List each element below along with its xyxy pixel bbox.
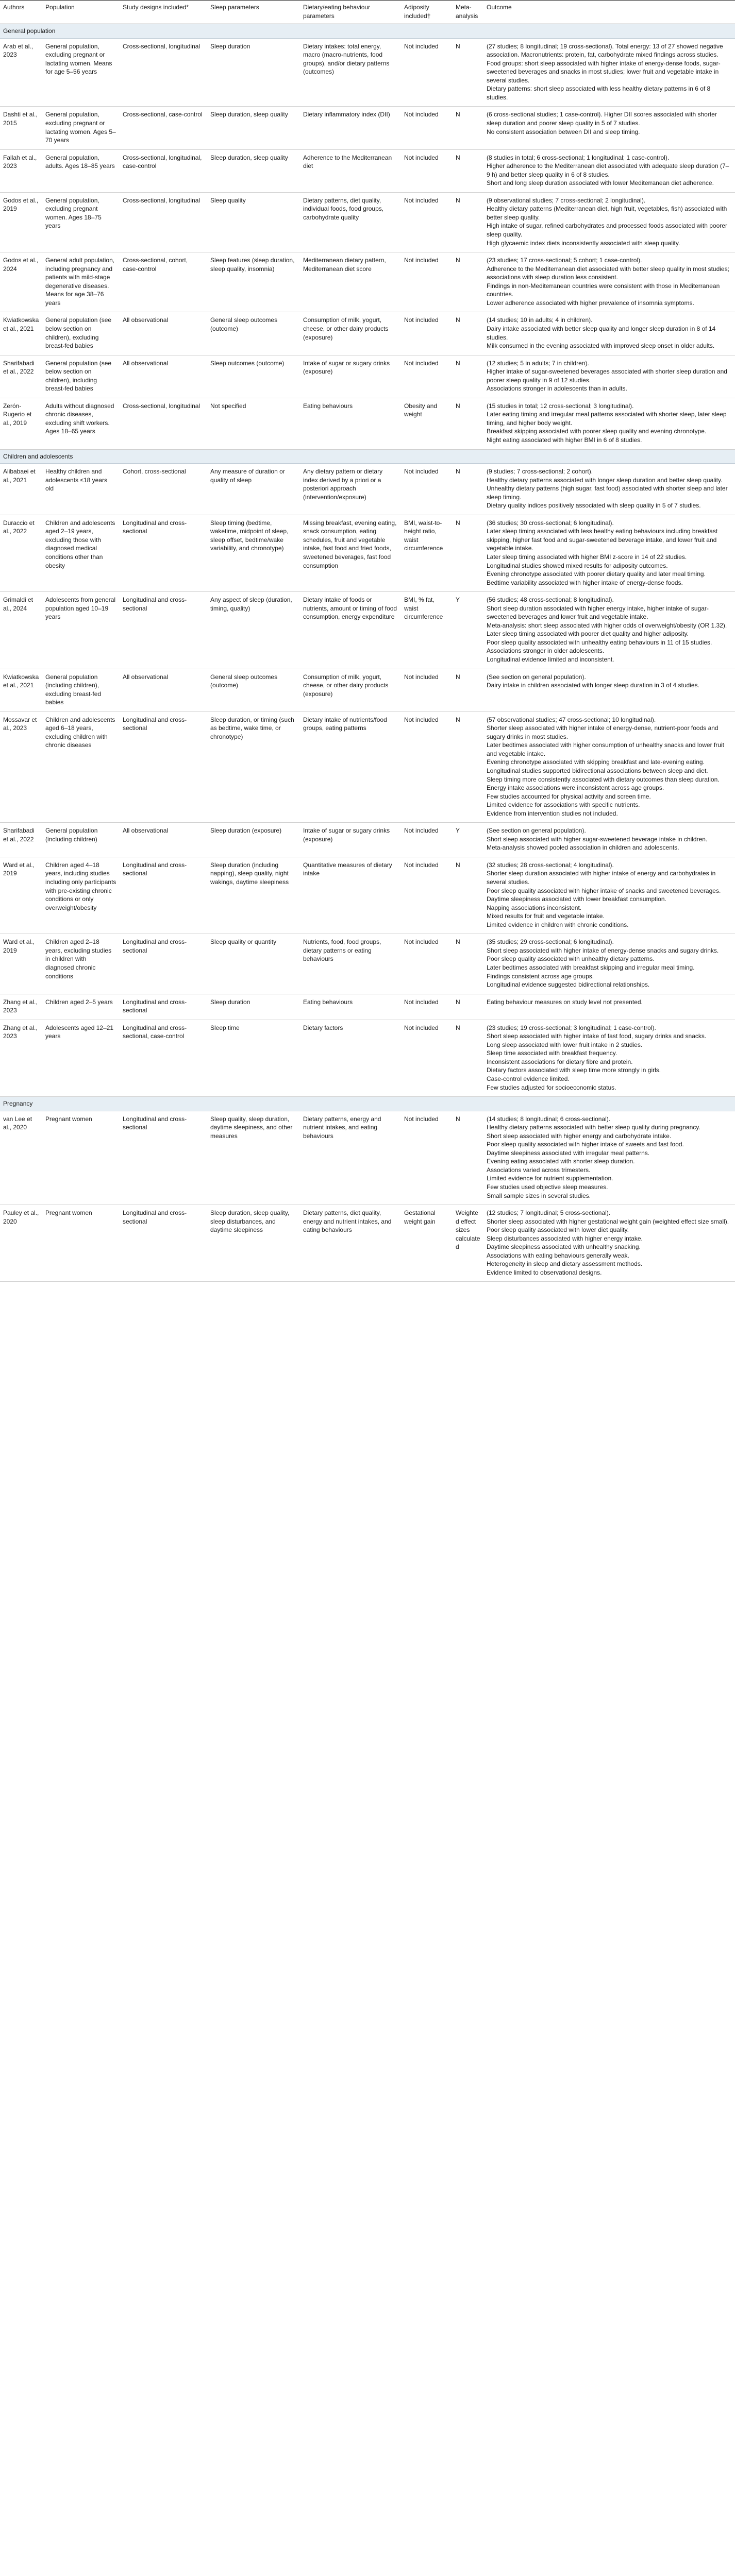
outcome-line: Few studies adjusted for socioeconomic status. [487, 1083, 616, 1091]
outcome-line: Poor sleep quality associated with higher intake of snacks and sweetened beverages. [487, 887, 721, 894]
cell-meta: N [453, 149, 483, 192]
outcome-line: (32 studies; 28 cross-sectional; 4 longitudinal). [487, 861, 614, 869]
cell-diet: Dietary factors [300, 1020, 401, 1096]
cell-outcome [483, 669, 735, 711]
cell-meta: Weighted effect sizes calculated [453, 1205, 483, 1282]
cell-sleep: Sleep duration [207, 994, 300, 1020]
cell-design: Longitudinal and cross-sectional [120, 994, 207, 1020]
cell-authors: Mossavar et al., 2023 [0, 711, 42, 823]
outcome-line: Poor sleep quality associated with lower diet quality. [487, 1226, 629, 1234]
cell-diet: Adherence to the Mediterranean diet [300, 149, 401, 192]
outcome-line: Poor sleep quality associated with unhealthy dietary patterns. [487, 955, 655, 963]
cell-authors: Arab et al., 2023 [0, 38, 42, 107]
cell-sleep: Sleep quality or quantity [207, 934, 300, 994]
cell-outcome [483, 355, 735, 398]
section-title: General population [0, 24, 735, 39]
cell-meta: N [453, 398, 483, 449]
cell-diet: Eating behaviours [300, 398, 401, 449]
outcome-line: Limited evidence in children with chronic conditions. [487, 921, 629, 928]
cell-population: Children aged 2–5 years [42, 994, 120, 1020]
outcome-line: Short sleep associated with higher intake of fast food, sugary drinks and snacks. [487, 1032, 707, 1040]
table-row [0, 149, 735, 192]
outcome-line: Shorter sleep associated with higher gestational weight gain (weighted effect size small). [487, 1217, 729, 1225]
outcome-line: Longitudinal studies supported bidirectional associations between sleep and diet. [487, 767, 708, 775]
outcome-line: Bedtime variability associated with higher intake of energy-dense foods. [487, 579, 683, 586]
cell-diet: Dietary intake of nutrients/food groups, eating patterns [300, 711, 401, 823]
outcome-line: (27 studies; 8 longitudinal; 19 cross-sectional). Total energy: 13 of 27 showed negative association. Macronutrients: protein, fat, carbohydrate mixed findings across studies. [487, 42, 723, 59]
outcome-line: Longitudinal evidence limited and inconsistent. [487, 656, 614, 663]
table-row [0, 823, 735, 857]
outcome-line: Lower adherence associated with higher prevalence of insomnia symptoms. [487, 299, 694, 307]
section-title: Pregnancy [0, 1097, 735, 1111]
cell-authors: Zhang et al., 2023 [0, 994, 42, 1020]
outcome-line: Small sample sizes in several studies. [487, 1192, 591, 1199]
cell-outcome [483, 312, 735, 355]
cell-design: Cross-sectional, longitudinal [120, 192, 207, 252]
cell-population: Pregnant women [42, 1111, 120, 1205]
cell-population: Children and adolescents aged 6–18 years, excluding children with chronic diseases [42, 711, 120, 823]
cell-design: Longitudinal and cross-sectional [120, 857, 207, 934]
cell-sleep: Sleep duration (including napping), sleep quality, night wakings, daytime sleepiness [207, 857, 300, 934]
cell-outcome [483, 711, 735, 823]
cell-meta: N [453, 994, 483, 1020]
outcome-line: Later sleep timing associated with poorer diet quality and higher adiposity. [487, 630, 689, 638]
outcome-line: Healthy dietary patterns associated with longer sleep duration and better sleep quality. [487, 476, 723, 484]
cell-diet: Dietary intakes: total energy, macro (macro-nutrients, food groups), and/or dietary patterns (outcomes) [300, 38, 401, 107]
outcome-line: Unhealthy dietary patterns (high sugar, fast food) associated with shorter sleep and later sleep timing. [487, 485, 728, 501]
cell-population: General population, excluding pregnant women. Ages 18–75 years [42, 192, 120, 252]
cell-design: Cohort, cross-sectional [120, 464, 207, 515]
cell-sleep: Sleep features (sleep duration, sleep quality, insomnia) [207, 252, 300, 312]
outcome-line: Mixed results for fruit and vegetable intake. [487, 912, 605, 920]
outcome-line: Evidence limited to observational designs. [487, 1268, 602, 1276]
outcome-line: Healthy dietary patterns (Mediterranean diet, high fruit, vegetables, fish) associated with better sleep quality. [487, 205, 727, 221]
cell-meta: N [453, 464, 483, 515]
cell-diet: Dietary patterns, diet quality, individual foods, food groups, carbohydrate quality [300, 192, 401, 252]
outcome-line: Dairy intake in children associated with longer sleep duration in 3 of 4 studies. [487, 682, 699, 689]
cell-adiposity: Not included [401, 464, 453, 515]
outcome-line: (57 observational studies; 47 cross-sectional; 10 longitudinal). [487, 716, 656, 723]
outcome-line: Dietary patterns: short sleep associated with less healthy dietary patterns in 6 of 8 studies. [487, 85, 711, 101]
cell-meta: N [453, 1020, 483, 1096]
section-row [0, 449, 735, 464]
cell-diet: Dietary patterns, diet quality, energy and nutrient intakes, and eating behaviours [300, 1205, 401, 1282]
outcome-line: Dairy intake associated with better sleep quality and longer sleep duration in 8 of 14 studies. [487, 325, 716, 341]
cell-meta: Y [453, 592, 483, 669]
table-row [0, 464, 735, 515]
cell-design: Longitudinal and cross-sectional [120, 934, 207, 994]
cell-adiposity: BMI, % fat, waist circumference [401, 592, 453, 669]
cell-sleep: Sleep timing (bedtime, waketime, midpoint of sleep, sleep offset, bedtime/wake variability, and chronotype) [207, 515, 300, 591]
table-row [0, 669, 735, 711]
cell-population: Children and adolescents aged 2–19 years, excluding those with diagnosed medical conditions other than obesity [42, 515, 120, 591]
table-row [0, 592, 735, 669]
outcome-line: Night eating associated with higher BMI in 6 of 8 studies. [487, 436, 642, 444]
cell-population: General population, excluding pregnant or lactating women. Ages 5–70 years [42, 107, 120, 149]
outcome-line: Poor sleep quality associated with higher intake of sweets and fast food. [487, 1141, 684, 1148]
outcome-line: Napping associations inconsistent. [487, 904, 582, 911]
table-row [0, 355, 735, 398]
cell-outcome [483, 1020, 735, 1096]
cell-outcome [483, 38, 735, 107]
cell-sleep: Sleep outcomes (outcome) [207, 355, 300, 398]
outcome-line: Shorter sleep duration associated with higher intake of energy and carbohydrates in several studies. [487, 870, 716, 886]
cell-authors: Kwiatkowska et al., 2021 [0, 669, 42, 711]
table-row [0, 252, 735, 312]
cell-design: All observational [120, 669, 207, 711]
cell-authors: Kwiatkowska et al., 2021 [0, 312, 42, 355]
outcome-line: Associations stronger in older adolescents. [487, 647, 605, 655]
outcome-line: High intake of sugar, refined carbohydrates and processed foods associated with poorer sleep quality. [487, 222, 727, 239]
cell-authors: Ward et al., 2019 [0, 857, 42, 934]
cell-outcome [483, 857, 735, 934]
table-row [0, 515, 735, 591]
outcome-line: (6 cross-sectional studies; 1 case-control). Higher DII scores associated with shorter sleep duration and poorer sleep quality in 5 of 7 studies. [487, 111, 717, 127]
outcome-line: Short sleep associated with higher sugar-sweetened beverage intake in children. [487, 835, 708, 843]
outcome-line: Longitudinal studies showed mixed results for adiposity outcomes. [487, 562, 668, 569]
cell-outcome [483, 1111, 735, 1205]
cell-adiposity: Obesity and weight [401, 398, 453, 449]
cell-sleep: Sleep duration [207, 38, 300, 107]
outcome-line: Poor sleep quality associated with unhealthy eating behaviours in 11 of 15 studies. [487, 638, 712, 646]
evidence-table [0, 0, 735, 1282]
outcome-line: Later sleep timing associated with less healthy eating behaviours including breakfast skipping, higher fast food and sugar-sweetened beverage intake, and lower fruit and vegetable intake. [487, 528, 718, 552]
cell-meta: N [453, 355, 483, 398]
cell-design: Cross-sectional, longitudinal [120, 398, 207, 449]
outcome-line: No consistent association between DII and sleep timing. [487, 128, 640, 135]
cell-outcome [483, 398, 735, 449]
cell-diet: Intake of sugar or sugary drinks (exposure) [300, 355, 401, 398]
header-adiposity: Adiposity included† [401, 1, 453, 24]
outcome-line: (23 studies; 19 cross-sectional; 3 longitudinal; 1 case-control). [487, 1024, 656, 1031]
table-row [0, 1111, 735, 1205]
cell-sleep: General sleep outcomes (outcome) [207, 312, 300, 355]
cell-design: Longitudinal and cross-sectional [120, 1205, 207, 1282]
cell-outcome [483, 515, 735, 591]
outcome-line: Heterogeneity in sleep and dietary assessment methods. [487, 1260, 643, 1268]
cell-diet: Dietary intake of foods or nutrients, amount or timing of food consumption, energy expenditure [300, 592, 401, 669]
outcome-line: Evening chronotype associated with skipping breakfast and late-evening eating. [487, 758, 705, 766]
cell-authors: Zerón-Rugerio et al., 2019 [0, 398, 42, 449]
cell-population: General population, excluding pregnant or lactating women. Means for age 5–56 years [42, 38, 120, 107]
outcome-line: Meta-analysis showed pooled association in children and adolescents. [487, 844, 679, 852]
outcome-line: Long sleep associated with lower fruit intake in 2 studies. [487, 1041, 643, 1048]
outcome-line: Evening eating associated with shorter sleep duration. [487, 1158, 635, 1165]
cell-meta: N [453, 857, 483, 934]
cell-adiposity: Not included [401, 355, 453, 398]
outcome-line: Later eating timing and irregular meal patterns associated with shorter sleep, later sleep timing, and higher body weight. [487, 411, 727, 427]
cell-population: Adolescents aged 12–21 years [42, 1020, 120, 1096]
cell-sleep: Sleep duration, sleep quality [207, 149, 300, 192]
table-row [0, 107, 735, 149]
cell-sleep: General sleep outcomes (outcome) [207, 669, 300, 711]
cell-sleep: Sleep duration (exposure) [207, 823, 300, 857]
outcome-line: (See section on general population). [487, 673, 586, 681]
outcome-line: Later bedtimes associated with breakfast skipping and irregular meal timing. [487, 963, 695, 971]
cell-authors: Sharifabadi et al., 2022 [0, 823, 42, 857]
outcome-line: (9 observational studies; 7 cross-sectional; 2 longitudinal). [487, 196, 646, 204]
header-diet: Dietary/eating behaviour parameters [300, 1, 401, 24]
cell-diet: Consumption of milk, yogurt, cheese, or other dairy products (exposure) [300, 312, 401, 355]
cell-meta: N [453, 934, 483, 994]
outcome-line: High glycaemic index diets inconsistently associated with sleep quality. [487, 239, 680, 247]
cell-outcome [483, 149, 735, 192]
outcome-line: Associations stronger in adolescents than in adults. [487, 385, 627, 393]
table-row [0, 857, 735, 934]
cell-population: Adolescents from general population aged 10–19 years [42, 592, 120, 669]
table-row [0, 711, 735, 823]
cell-diet: Missing breakfast, evening eating, snack consumption, eating schedules, fruit and vegetable intake, fast food and fried foods, sweetened beverages, fast food consumption [300, 515, 401, 591]
cell-adiposity: Not included [401, 107, 453, 149]
cell-meta: N [453, 252, 483, 312]
outcome-line: Sleep disturbances associated with higher energy intake. [487, 1234, 643, 1242]
cell-outcome [483, 592, 735, 669]
cell-population: General population (see below section on children), including breast-fed babies [42, 355, 120, 398]
cell-adiposity: Not included [401, 1111, 453, 1205]
cell-population: General population (including children), excluding breast-fed babies [42, 669, 120, 711]
outcome-line: Daytime sleepiness associated with unhealthy snacking. [487, 1243, 641, 1251]
outcome-line: Later sleep timing associated with higher BMI z-score in 14 of 22 studies. [487, 553, 687, 561]
cell-authors: Ward et al., 2019 [0, 934, 42, 994]
cell-meta: N [453, 1111, 483, 1205]
outcome-line: Inconsistent associations for dietary fibre and protein. [487, 1058, 633, 1065]
outcome-line: Healthy dietary patterns associated with better sleep quality during pregnancy. [487, 1124, 700, 1131]
cell-meta: N [453, 38, 483, 107]
outcome-line: (14 studies; 10 in adults; 4 in children). [487, 316, 593, 324]
outcome-line: Short sleep associated with higher energy and carbohydrate intake. [487, 1132, 672, 1140]
outcome-line: Milk consumed in the evening associated with improved sleep onset in older adults. [487, 342, 715, 350]
cell-sleep: Sleep duration, or timing (such as bedtime, wake time, or chronotype) [207, 711, 300, 823]
outcome-line: (36 studies; 30 cross-sectional; 6 longitudinal). [487, 519, 614, 527]
outcome-line: Higher adherence to the Mediterranean diet associated with adequate sleep duration (7–9 h) and better sleep quality in 6 of 8 studies. [487, 162, 729, 178]
cell-authors: Sharifabadi et al., 2022 [0, 355, 42, 398]
cell-outcome [483, 192, 735, 252]
cell-design: Cross-sectional, cohort, case-control [120, 252, 207, 312]
cell-authors: van Lee et al., 2020 [0, 1111, 42, 1205]
table-row [0, 1205, 735, 1282]
outcome-line: Short and long sleep duration associated with lower Mediterranean diet adherence. [487, 179, 714, 187]
cell-population: General adult population, including pregnancy and patients with mild-stage degenerative diseases. Means for age 38–76 years [42, 252, 120, 312]
cell-meta: N [453, 312, 483, 355]
outcome-line: Adherence to the Mediterranean diet associated with better sleep quality in most studies; associations with sleep duration less consistent. [487, 265, 729, 281]
cell-adiposity: Not included [401, 994, 453, 1020]
cell-adiposity: Not included [401, 1020, 453, 1096]
outcome-line: Short sleep associated with higher intake of energy-dense snacks and sugary drinks. [487, 946, 719, 954]
cell-design: Cross-sectional, longitudinal [120, 38, 207, 107]
cell-diet: Any dietary pattern or dietary index derived by a priori or a posteriori approach (intervention/exposure) [300, 464, 401, 515]
cell-design: All observational [120, 312, 207, 355]
table-header-row [0, 1, 735, 24]
cell-design: Longitudinal and cross-sectional, case-control [120, 1020, 207, 1096]
cell-outcome [483, 107, 735, 149]
cell-authors: Godos et al., 2019 [0, 192, 42, 252]
table-row [0, 312, 735, 355]
cell-design: Longitudinal and cross-sectional [120, 592, 207, 669]
outcome-line: (12 studies; 5 in adults; 7 in children). [487, 359, 589, 367]
cell-authors: Dashti et al., 2015 [0, 107, 42, 149]
cell-authors: Fallah et al., 2023 [0, 149, 42, 192]
outcome-line: Limited evidence for associations with specific nutrients. [487, 801, 640, 809]
cell-diet: Intake of sugar or sugary drinks (exposure) [300, 823, 401, 857]
outcome-line: Eating behaviour measures on study level not presented. [487, 998, 643, 1006]
section-title: Children and adolescents [0, 449, 735, 464]
header-sleep: Sleep parameters [207, 1, 300, 24]
cell-sleep: Sleep quality [207, 192, 300, 252]
outcome-line: Findings in non-Mediterranean countries were consistent with those in Mediterranean countries. [487, 282, 720, 298]
outcome-line: Higher intake of sugar-sweetened beverages associated with shorter sleep duration and poorer sleep quality in 9 of 12 studies. [487, 368, 727, 384]
table-row [0, 1020, 735, 1096]
cell-authors: Zhang et al., 2023 [0, 1020, 42, 1096]
table-body [0, 24, 735, 1282]
cell-design: Longitudinal and cross-sectional [120, 1111, 207, 1205]
header-design: Study designs included* [120, 1, 207, 24]
cell-meta: Y [453, 823, 483, 857]
outcome-line: Associations with eating behaviours generally weak. [487, 1251, 629, 1259]
cell-sleep: Sleep time [207, 1020, 300, 1096]
cell-adiposity: Not included [401, 934, 453, 994]
outcome-line: (9 studies; 7 cross-sectional; 2 cohort). [487, 468, 593, 476]
outcome-line: Breakfast skipping associated with poorer sleep quality and evening chronotype. [487, 428, 707, 435]
cell-sleep: Sleep quality, sleep duration, daytime sleepiness, and other measures [207, 1111, 300, 1205]
cell-design: Cross-sectional, longitudinal, case-control [120, 149, 207, 192]
cell-outcome [483, 823, 735, 857]
table-row [0, 398, 735, 449]
table-row [0, 192, 735, 252]
outcome-line: (56 studies; 48 cross-sectional; 8 longitudinal). [487, 596, 614, 604]
cell-adiposity: Not included [401, 857, 453, 934]
cell-diet: Dietary patterns, energy and nutrient intakes, and eating behaviours [300, 1111, 401, 1205]
section-row [0, 24, 735, 39]
outcome-line: (8 studies in total; 6 cross-sectional; 1 longitudinal; 1 case-control). [487, 154, 670, 161]
outcome-line: Dietary factors associated with sleep time more strongly in girls. [487, 1066, 661, 1074]
cell-population: Children aged 2–18 years, excluding studies in children with diagnosed chronic conditions [42, 934, 120, 994]
outcome-line: Few studies used objective sleep measures. [487, 1183, 608, 1191]
outcome-line: Longitudinal evidence suggested bidirectional relationships. [487, 981, 650, 989]
outcome-line: (12 studies; 7 longitudinal; 5 cross-sectional). [487, 1209, 611, 1217]
cell-design: All observational [120, 823, 207, 857]
section-row [0, 1097, 735, 1111]
cell-meta: N [453, 192, 483, 252]
cell-sleep: Sleep duration, sleep quality [207, 107, 300, 149]
cell-diet: Dietary inflammatory index (DII) [300, 107, 401, 149]
cell-outcome [483, 934, 735, 994]
outcome-line: Meta-analysis: short sleep associated with higher odds of overweight/obesity (OR 1.32). [487, 621, 727, 629]
header-authors: Authors [0, 1, 42, 24]
outcome-line: (15 studies in total; 12 cross-sectional; 3 longitudinal). [487, 402, 634, 410]
cell-adiposity: Not included [401, 711, 453, 823]
outcome-line: Sleep timing more consistently associated with dietary outcomes than sleep duration. [487, 775, 720, 783]
cell-outcome [483, 994, 735, 1020]
cell-diet: Nutrients, food, food groups, dietary patterns or eating behaviours [300, 934, 401, 994]
cell-meta: N [453, 711, 483, 823]
cell-population: Healthy children and adolescents ≤18 years old [42, 464, 120, 515]
cell-adiposity: Not included [401, 823, 453, 857]
outcome-line: Energy intake associations were inconsistent across age groups. [487, 784, 664, 792]
table-row [0, 934, 735, 994]
cell-outcome [483, 464, 735, 515]
outcome-line: (14 studies; 8 longitudinal; 6 cross-sectional). [487, 1115, 611, 1123]
cell-adiposity: Not included [401, 252, 453, 312]
outcome-line: Few studies accounted for physical activity and screen time. [487, 792, 651, 800]
outcome-line: Food groups: short sleep associated with higher intake of energy-dense foods, sugar-sweetened beverages and snacks in most studies; lower fruit and vegetable intake in several studies. [487, 59, 721, 84]
cell-sleep: Any measure of duration or quality of sleep [207, 464, 300, 515]
cell-sleep: Not specified [207, 398, 300, 449]
header-population: Population [42, 1, 120, 24]
cell-diet: Consumption of milk, yogurt, cheese, or other dairy products (exposure) [300, 669, 401, 711]
cell-sleep: Any aspect of sleep (duration, timing, quality) [207, 592, 300, 669]
outcome-line: Daytime sleepiness associated with irregular meal patterns. [487, 1149, 650, 1157]
outcome-line: Findings consistent across age groups. [487, 972, 594, 980]
outcome-line: Shorter sleep associated with higher intake of energy-dense, nutrient-poor foods and sugary drinks in most studies. [487, 724, 719, 740]
header-meta: Meta-analysis [453, 1, 483, 24]
outcome-line: Associations varied across trimesters. [487, 1166, 591, 1174]
cell-population: General population (including children) [42, 823, 120, 857]
outcome-line: (See section on general population). [487, 827, 586, 835]
outcome-line: Later bedtimes associated with higher consumption of unhealthy snacks and lower fruit and vegetable intake. [487, 741, 724, 757]
outcome-line: Evening chronotype associated with poorer dietary quality and later meal timing. [487, 570, 706, 578]
cell-population: Children aged 4–18 years, including studies including only participants with pre-existing chronic conditions or only overweight/obesity [42, 857, 120, 934]
outcome-line: (23 studies; 17 cross-sectional; 5 cohort; 1 case-control). [487, 257, 642, 264]
cell-meta: N [453, 669, 483, 711]
cell-population: Adults without diagnosed chronic diseases, excluding shift workers. Ages 18–65 years [42, 398, 120, 449]
cell-sleep: Sleep duration, sleep quality, sleep disturbances, and daytime sleepiness [207, 1205, 300, 1282]
cell-adiposity: Not included [401, 38, 453, 107]
outcome-line: Short sleep duration associated with higher energy intake, higher intake of sugar-sweetened beverages and lower fruit and vegetable intake. [487, 604, 709, 621]
header-outcome: Outcome [483, 1, 735, 24]
cell-adiposity: Gestational weight gain [401, 1205, 453, 1282]
cell-adiposity: Not included [401, 149, 453, 192]
outcome-line: (35 studies; 29 cross-sectional; 6 longitudinal). [487, 938, 614, 946]
outcome-line: Sleep time associated with breakfast frequency. [487, 1049, 617, 1057]
cell-design: Longitudinal and cross-sectional [120, 515, 207, 591]
cell-design: Cross-sectional, case-control [120, 107, 207, 149]
table-row [0, 994, 735, 1020]
cell-authors: Alibabaei et al., 2021 [0, 464, 42, 515]
cell-diet: Quantitative measures of dietary intake [300, 857, 401, 934]
cell-adiposity: Not included [401, 192, 453, 252]
cell-adiposity: Not included [401, 669, 453, 711]
cell-meta: N [453, 107, 483, 149]
cell-diet: Eating behaviours [300, 994, 401, 1020]
cell-design: All observational [120, 355, 207, 398]
outcome-line: Case-control evidence limited. [487, 1075, 570, 1082]
cell-authors: Pauley et al., 2020 [0, 1205, 42, 1282]
table-row [0, 38, 735, 107]
cell-meta: N [453, 515, 483, 591]
cell-population: Pregnant women [42, 1205, 120, 1282]
cell-diet: Mediterranean dietary pattern, Mediterranean diet score [300, 252, 401, 312]
cell-outcome [483, 252, 735, 312]
cell-adiposity: BMI, waist-to-height ratio, waist circumference [401, 515, 453, 591]
cell-authors: Duraccio et al., 2022 [0, 515, 42, 591]
cell-outcome [483, 1205, 735, 1282]
outcome-line: Limited evidence for nutrient supplementation. [487, 1175, 613, 1182]
cell-authors: Godos et al., 2024 [0, 252, 42, 312]
cell-authors: Grimaldi et al., 2024 [0, 592, 42, 669]
outcome-line: Daytime sleepiness associated with lower breakfast consumption. [487, 895, 666, 903]
cell-design: Longitudinal and cross-sectional [120, 711, 207, 823]
cell-population: General population (see below section on children), excluding breast-fed babies [42, 312, 120, 355]
cell-adiposity: Not included [401, 312, 453, 355]
outcome-line: Evidence from intervention studies not included. [487, 809, 618, 817]
cell-population: General population, adults. Ages 18–85 years [42, 149, 120, 192]
outcome-line: Dietary quality indices positively associated with sleep quality in 5 of 7 studies. [487, 502, 701, 510]
